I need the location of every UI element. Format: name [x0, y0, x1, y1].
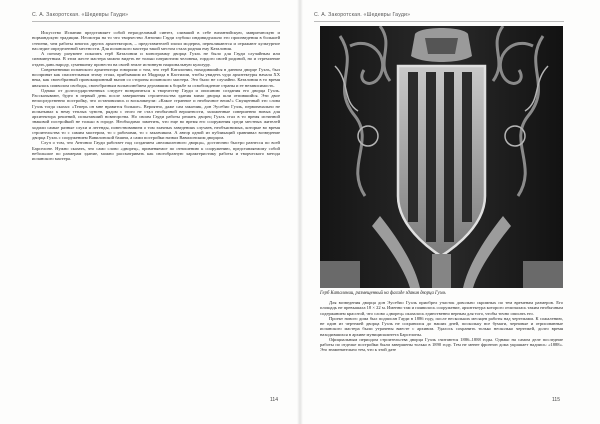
- paragraph: Официальным периодом строительства дворца Гуэль считаются 1886–1888 годы. Однако на самом деле последние работы по отделке постройки были завершены только в 1890 году. Тем не менее фронтон дома украшает надпись: «1888». Это знаменательно тем, что к этой дате: [320, 336, 563, 353]
- body-text: [320, 300, 563, 353]
- paragraph: Однако от долгосударственных следует возвратиться к творчеству Гауди и описанию создания его дворца Гуэль. Рассказывают, будто в первый день после завершения строительства здания мимо дворца шли отпившийся. Эти двое непосредственно постройку, что остановились и воскликнули: «Какое странное и необычное вешь!» Смущенный это слова Гуэль тогда сказал: «Теперь он мне нравится больше». Вероятно, даже сам заказчик, дон Эусебио Гуэль, первоначально не испытывал к нему теплых чувств, рядом с этого не стал необычной вероятности, заложенные совершенно новых для архитектора решений, испытавший новаторства. Но своим Гауди работы решать дворец Гуэль стал в то время истинной знаковой постройкой не только в городе. Необходимо заметить, что еще во время его сооружения среди местных жителей ходили самые разные слухи и легенды, повествованием о том злачных заведениях случаев, необъяснимых, которые во время строительства то с самим мастером, то с рабочими, то с заказчиком. А автор одной из публикаций сравнивал возведение дворца Гуэль с сооружением Вавилонской башни, а сами постройки назвал Вавилонским дворцом.: [32, 87, 280, 140]
- carved-coat-of-arms-icon: [320, 26, 563, 288]
- paragraph: Проект нового дома был подписан Гауди в 1886 году, после нескольких месяцев работы над чертежами. К сожалению, не один из чертежей дворца Гуэль не сохранился до наших дней, поскольку все бумаги, черновые и отрисованные испанского мастера были утрачены вместе с архивом. Удалось сохранить только несколько чертежей, долго время находившихся в архиве муниципалитета Барселоны.: [320, 315, 563, 337]
- paragraph: А потому разумнее показать герб Каталонии и монограмму дворца Гуэль не было для Гауди случайным или сиюминутным. В этом жесте мастера можно видеть не только патриотизм человека, гордого своей родиной, но и стремление отдать дань народу, сумевшему пронести на своей земле истинную национальную культуру.: [32, 51, 280, 67]
- running-head: С. А. Закоротская. «Шедевры Гауди»: [32, 12, 129, 18]
- paragraph: Современники испанского архитектора говорили о том, что герб Каталонии, находившийся в данном дворце Гуэль, был воспринят как спасительным этому стоял, прибывшим из Мадрида в Кастилии, чтобы увидеть чудо архитектуры начала ХХ века, как своеобразный провокационный вызов со стороны испанского мастера. Это было не случайно. Каталония в то время являлась символом свободы, своеобразным вольнолюбием дерзавшим к борьбе за освобождение страны и ее независимость.: [32, 66, 280, 88]
- right-page: [300, 0, 600, 424]
- body-text: [32, 30, 280, 161]
- book-gutter: [297, 0, 303, 424]
- figure-caption: Герб Каталонии, размещенный на фасаде здания дворца Гуэль: [320, 291, 446, 296]
- paragraph: Случ о том, что Антонио Гауди работает над созданием «великолепного дворца», достаточно быстро разнесся по всей Барселоне. Нужно сказать, что само слово «дворец», применяемое по отношению к сооружению, представляемому собой небольшое по размерам здание, можно рассматривать как своеобразную характеристику работы и творческого метода испанского мастера.: [32, 140, 280, 161]
- page-number: 114: [270, 397, 278, 403]
- header-rule: [314, 21, 564, 22]
- header-rule: [32, 21, 280, 22]
- paragraph: Искусство Испании представляет собой нерасделимый синтез, сливший в себе византийскую, мавританскую и нормандскую традиции. Несмотря на то что творчество Антонио Гауди глубоко индивидуально его произведения в большей степени, чем работы многих других архитекторов, – представителей эпохи модерна, перекликаются и отражают культурное наследие определенной местности. Для испанского мастера такой местом стала родная ему Каталония.: [32, 30, 280, 51]
- page-number: 115: [552, 397, 560, 403]
- coat-of-arms-photo: [320, 26, 563, 288]
- running-head: С. А. Закоротская. «Шедевры Гауди»: [314, 12, 411, 18]
- paragraph: Для возведения дворца дон Эусебио Гуэль приобрел участок довольно скромных по тем временам размеров. Его площадь не превышала 18 × 22 м. Именно там и появилось сооружение, архитектура которого отличалась таким необычным содержанием красотой, что слово «дворец» оказалось единственно верным для того, чтобы точно описать его.: [320, 300, 563, 316]
